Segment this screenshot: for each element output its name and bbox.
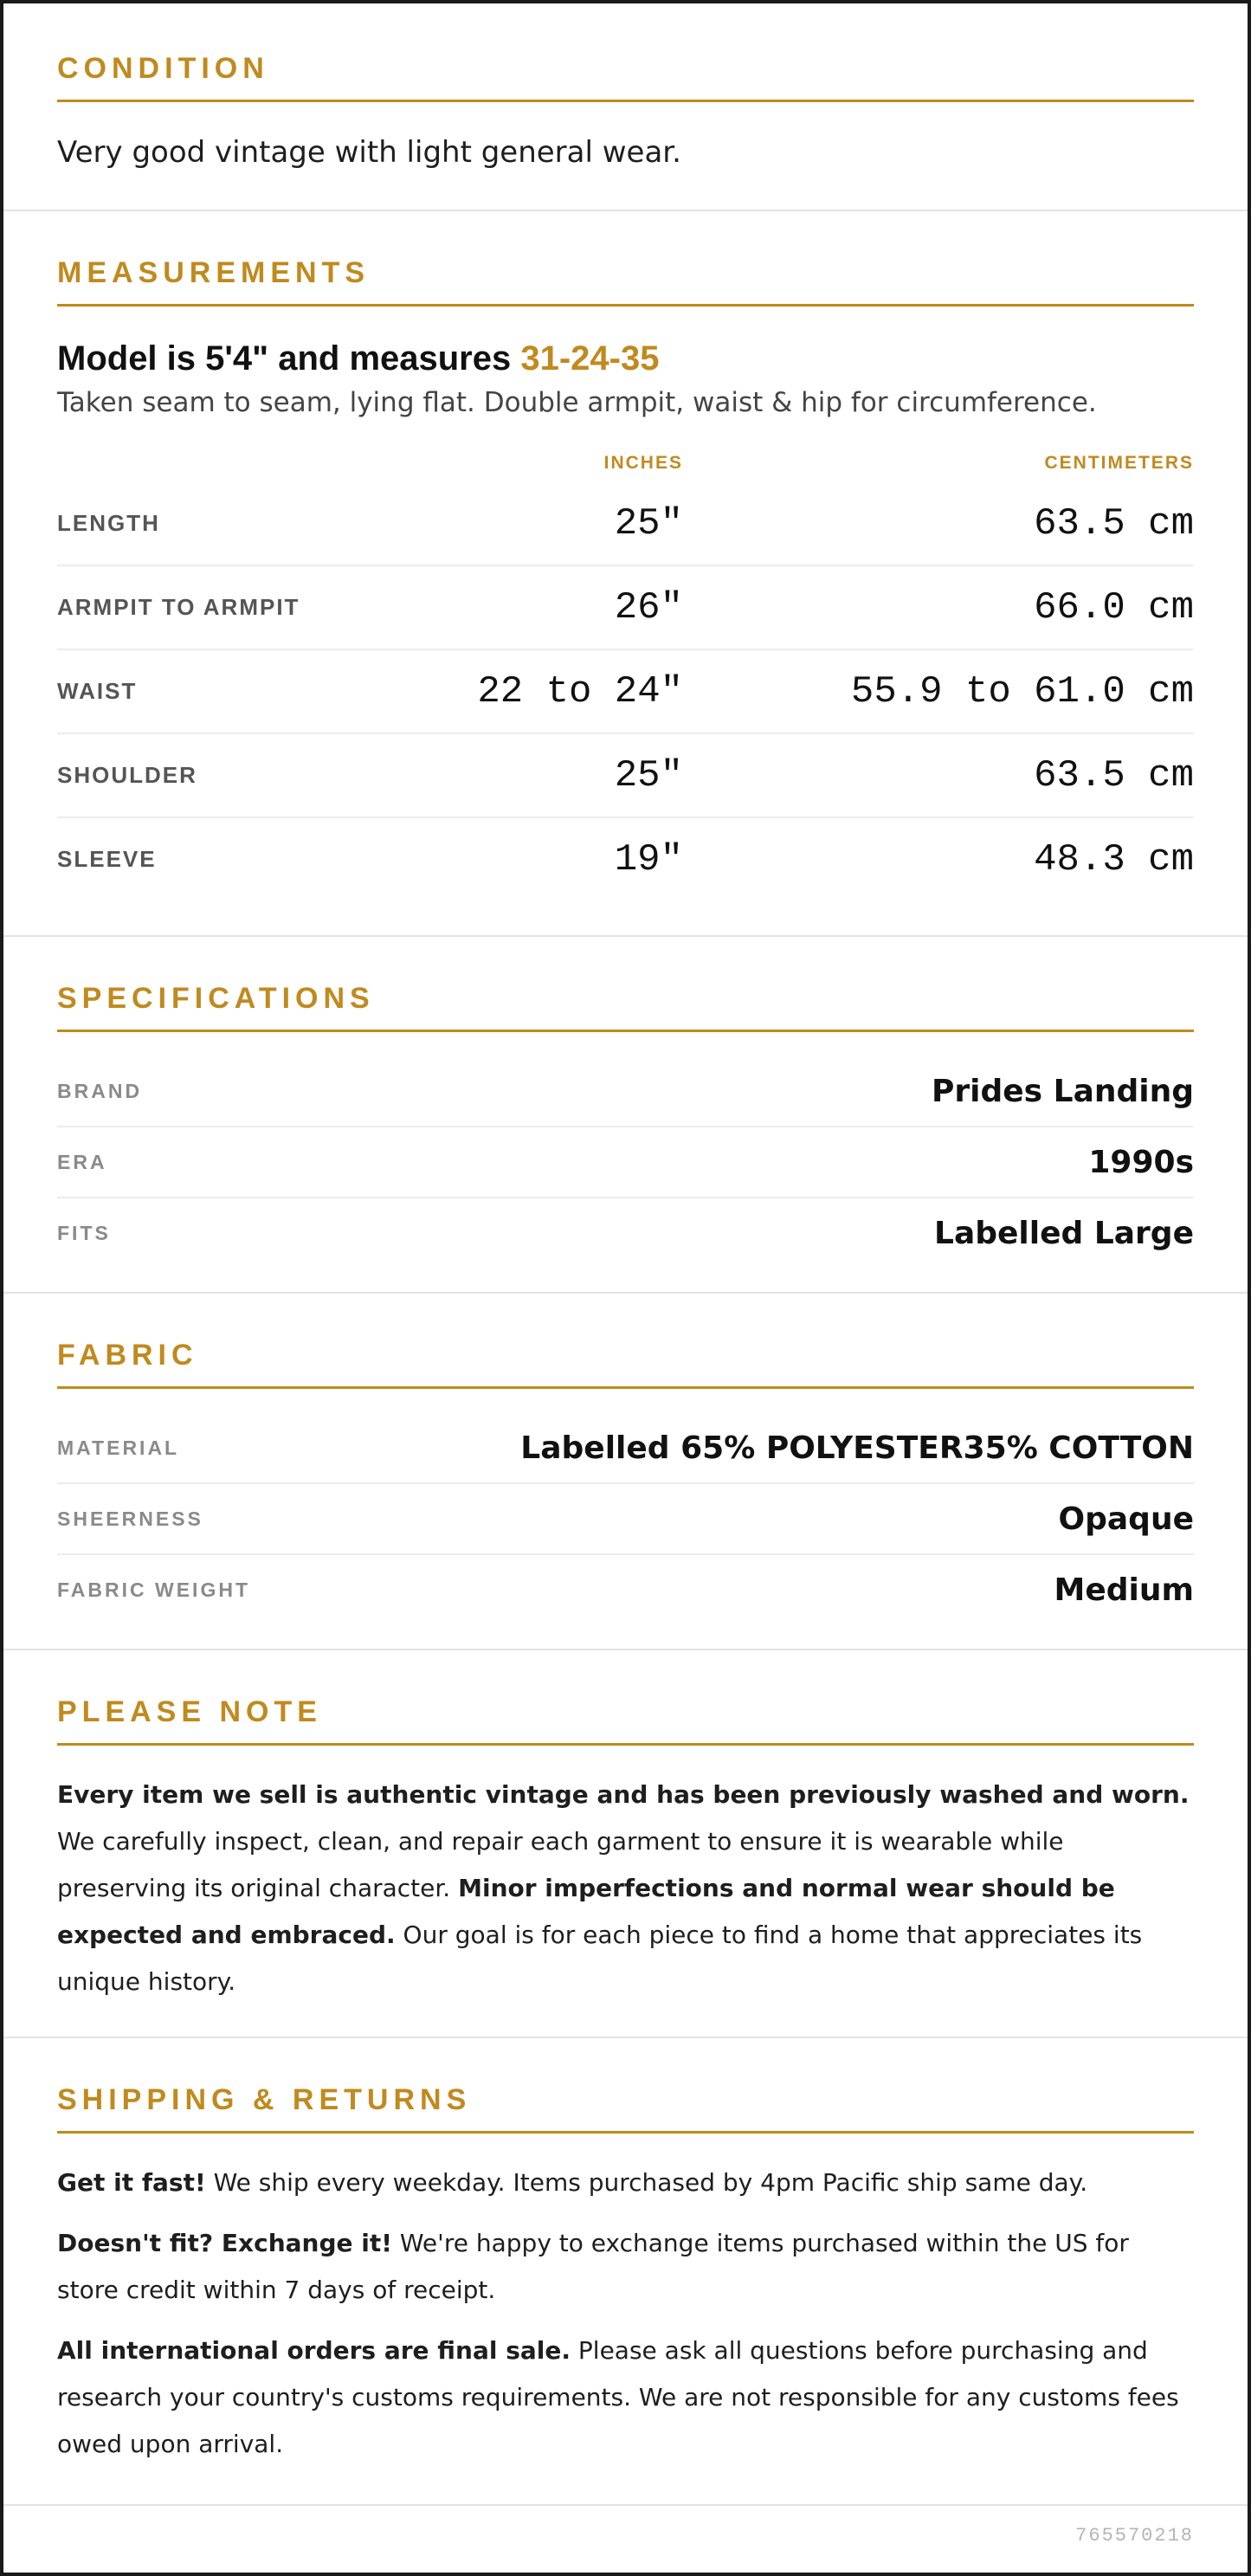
measurement-label: ARMPIT TO ARMPIT [57, 594, 300, 620]
product-id-footer: 765570218 [1075, 2525, 1194, 2547]
table-row [57, 482, 1194, 566]
measurement-inches: 26" [614, 585, 683, 629]
table-row [57, 566, 1194, 650]
table-row [57, 818, 1194, 901]
list-item [57, 1484, 1194, 1555]
measurement-inches: 22 to 24" [477, 669, 683, 713]
model-measures: 31-24-35 [520, 339, 660, 378]
specifications-list [57, 1056, 1194, 1268]
spec-value: 1990s [1088, 1144, 1194, 1180]
measurement-label: LENGTH [57, 510, 160, 536]
measurement-label: SHOULDER [57, 762, 197, 788]
measurement-column-headers [57, 453, 1194, 474]
measurement-cm: 55.9 to 61.0 cm [850, 669, 1194, 713]
measurement-inches: 25" [614, 501, 683, 546]
fabric-label: SHEERNESS [57, 1507, 203, 1530]
ship-text-3: Please ask all questions before purchasing and research your country's customs requirements. We are not responsible for any customs fees owed upon arrival. [57, 2336, 1179, 2458]
table-row [57, 734, 1194, 818]
centimeters-column-header: CENTIMETERS [1044, 453, 1194, 473]
fabric-value: Labelled 65% POLYESTER35% COTTON [520, 1430, 1194, 1466]
fabric-label: FABRIC WEIGHT [57, 1578, 250, 1601]
condition-section [3, 3, 1248, 211]
ship-text-1: We ship every weekday. Items purchased by 4pm Pacific ship same day. [205, 2168, 1088, 2197]
inches-column-header: INCHES [603, 453, 683, 473]
measurements-heading: MEASUREMENTS [57, 256, 1194, 307]
shipping-heading: SHIPPING & RETURNS [57, 2083, 1194, 2134]
specifications-heading: SPECIFICATIONS [57, 982, 1194, 1032]
fabric-label: MATERIAL [57, 1436, 180, 1459]
model-measurements-line [57, 339, 1194, 378]
please-note-paragraph [57, 1772, 1194, 2005]
shipping-paragraph-1 [57, 2160, 1194, 2206]
spec-label: FITS [57, 1221, 111, 1244]
specifications-section [3, 937, 1248, 1294]
list-item [57, 1198, 1194, 1268]
note-bold-2: Minor imperfections and normal wear should be expected and embraced. [57, 1874, 1115, 1949]
measurements-section [3, 211, 1248, 937]
measurement-table [57, 482, 1194, 901]
ship-bold-1: Get it fast! [57, 2168, 206, 2197]
fabric-section [3, 1294, 1248, 1650]
table-row [57, 650, 1194, 734]
note-text-2: Our goal is for each piece to find a home that appreciates its unique history. [57, 1921, 1143, 1996]
ship-bold-3: All international orders are final sale. [57, 2336, 571, 2365]
list-item [57, 1413, 1194, 1484]
spec-value: Prides Landing [932, 1073, 1194, 1109]
note-text-1: We carefully inspect, clean, and repair each garment to ensure it is wearable while preserving its original character. [57, 1827, 1064, 1902]
please-note-heading: PLEASE NOTE [57, 1695, 1194, 1746]
fabric-value: Opaque [1058, 1501, 1194, 1537]
list-item [57, 1555, 1194, 1624]
condition-text: Very good vintage with light general wear. [57, 135, 681, 170]
spec-label: BRAND [57, 1079, 143, 1102]
measurement-label: WAIST [57, 678, 138, 704]
list-item [57, 1127, 1194, 1198]
fabric-heading: FABRIC [57, 1339, 1194, 1389]
measurement-cm: 48.3 cm [1034, 837, 1194, 881]
measurement-inches: 25" [614, 753, 683, 797]
please-note-section [3, 1650, 1248, 2038]
shipping-paragraph-3 [57, 2327, 1194, 2468]
ship-text-2: We're happy to exchange items purchased within the US for store credit within 7 days of receipt. [57, 2229, 1129, 2304]
fabric-value: Medium [1054, 1572, 1194, 1608]
note-bold-1: Every item we sell is authentic vintage and has been previously washed and worn. [57, 1780, 1190, 1809]
fabric-list [57, 1413, 1194, 1624]
please-note-body [57, 1772, 1194, 2005]
shipping-paragraph-2 [57, 2220, 1194, 2314]
measurement-method-note: Taken seam to seam, lying flat. Double armpit, waist & hip for circumference. [57, 387, 1097, 418]
measurement-inches: 19" [614, 837, 683, 881]
list-item [57, 1056, 1194, 1127]
model-prefix: Model is 5'4" and measures [57, 339, 521, 378]
measurement-cm: 66.0 cm [1034, 585, 1194, 629]
measurement-cm: 63.5 cm [1034, 753, 1194, 797]
measurement-cm: 63.5 cm [1034, 501, 1194, 546]
ship-bold-2: Doesn't fit? Exchange it! [57, 2229, 392, 2257]
shipping-body [57, 2160, 1194, 2468]
spec-value: Labelled Large [934, 1215, 1194, 1251]
spec-label: ERA [57, 1150, 107, 1173]
measurement-label: SLEEVE [57, 846, 157, 872]
shipping-section [3, 2038, 1248, 2506]
condition-heading: CONDITION [57, 52, 1194, 102]
